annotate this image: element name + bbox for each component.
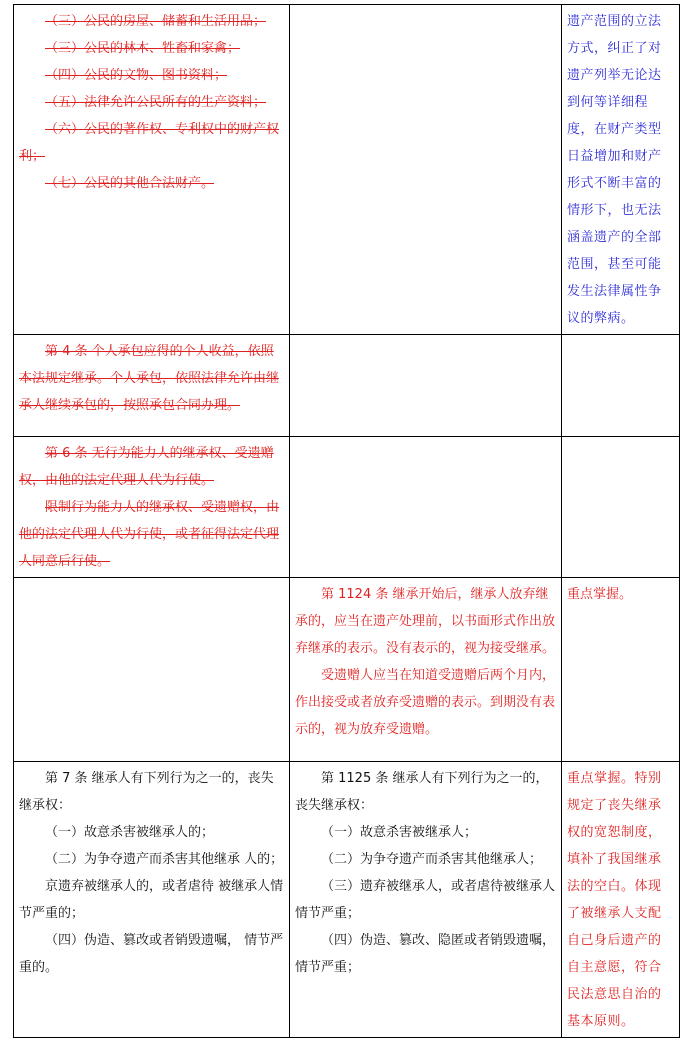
article-item: （四）伪造、篡改或者销毁遗嘱， 情节严重的。 bbox=[19, 933, 284, 975]
table-row bbox=[14, 578, 680, 762]
comment-cell bbox=[562, 762, 680, 1038]
comment-cell bbox=[562, 5, 680, 335]
deleted-clause: （三）公民的房屋、储蓄和生活用品； bbox=[45, 14, 267, 29]
table-row bbox=[14, 5, 680, 335]
comment-text: 重点掌握。特别规定了丧失继承权的宽恕制度，填补了我国继承法的空白。体现了被继承人支配自己身后遗产的自主意愿，符合民法意思自治的基本原则。 bbox=[567, 771, 662, 1029]
deleted-article: 限制行为能力人的继承权、受遗赠权，由他的法定代理人代为行使，或者征得法定代理人同意后行使。 bbox=[19, 500, 280, 569]
article-item: （二）为争夺遗产而杀害其他继承人； bbox=[321, 852, 543, 867]
old-law-cell bbox=[14, 437, 290, 578]
new-law-cell bbox=[290, 762, 562, 1038]
article-text: 第 1125 条 继承人有下列行为之一的，丧失继承权： bbox=[295, 771, 549, 813]
deleted-clause: （四）公民的文物、图书资料； bbox=[45, 68, 228, 83]
old-law-cell bbox=[14, 5, 290, 335]
deleted-article: 第 6 条 无行为能力人的继承权、受遗赠权，由他的法定代理人代为行使。 bbox=[19, 446, 274, 488]
article-text: 第 7 条 继承人有下列行为之一的，丧失继承权： bbox=[19, 771, 274, 813]
comment-cell bbox=[562, 335, 680, 437]
old-law-cell bbox=[14, 578, 290, 762]
deleted-article: 第 4 条 个人承包应得的个人收益，依照本法规定继承。个人承包，依照法律允许由继承人继续承包的，按照承包合同办理。 bbox=[19, 344, 280, 413]
comment-cell bbox=[562, 578, 680, 762]
article-item: （二）为争夺遗产而杀害其他继承 人的； bbox=[45, 852, 284, 867]
table-row bbox=[14, 437, 680, 578]
new-law-cell bbox=[290, 578, 562, 762]
table-row bbox=[14, 762, 680, 1038]
deleted-clause: （六）公民的著作权、专利权中的财产权利； bbox=[19, 122, 280, 164]
deleted-clause: （七）公民的其他合法财产。 bbox=[45, 176, 215, 191]
article-item: （一）故意杀害被继承人的； bbox=[45, 825, 215, 840]
table-row bbox=[14, 335, 680, 437]
comment-text: 重点掌握。 bbox=[567, 587, 633, 602]
deleted-clause: （三）公民的林木、牲畜和家禽； bbox=[45, 41, 241, 56]
article-item: （一）故意杀害被继承人； bbox=[321, 825, 478, 840]
article-item: 京遗弃被继承人的，或者虐待 被继承人情节严重的； bbox=[19, 879, 284, 921]
comment-text: 遗产范围的立法方式，纠正了对遗产列举无论达到何等详细程度，在财产类型日益增加和财产形式不断丰富的情形下，也无法涵盖遗产的全部范围，甚至可能发生法律属性争议的弊病。 bbox=[567, 14, 662, 326]
comment-cell bbox=[562, 437, 680, 578]
new-law-cell bbox=[290, 335, 562, 437]
article-item: （四）伪造、篡改、隐匿或者销毁遗嘱，情节严重； bbox=[295, 933, 556, 975]
new-article: 第 1124 条 继承开始后，继承人放弃继承的，应当在遗产处理前，以书面形式作出放弃继承的表示。没有表示的，视为接受继承。 bbox=[295, 587, 556, 656]
article-item: （三）遗弃被继承人，或者虐待被继承人情节严重； bbox=[295, 879, 556, 921]
old-law-cell bbox=[14, 762, 290, 1038]
new-law-cell bbox=[290, 5, 562, 335]
comparison-table bbox=[13, 4, 680, 1038]
old-law-cell bbox=[14, 335, 290, 437]
new-law-cell bbox=[290, 437, 562, 578]
deleted-clause: （五）法律允许公民所有的生产资料； bbox=[45, 95, 267, 110]
new-article: 受遗赠人应当在知道受遗赠后两个月内，作出接受或者放弃受遗赠的表示。到期没有表示的，视为放弃受遗赠。 bbox=[295, 668, 556, 737]
